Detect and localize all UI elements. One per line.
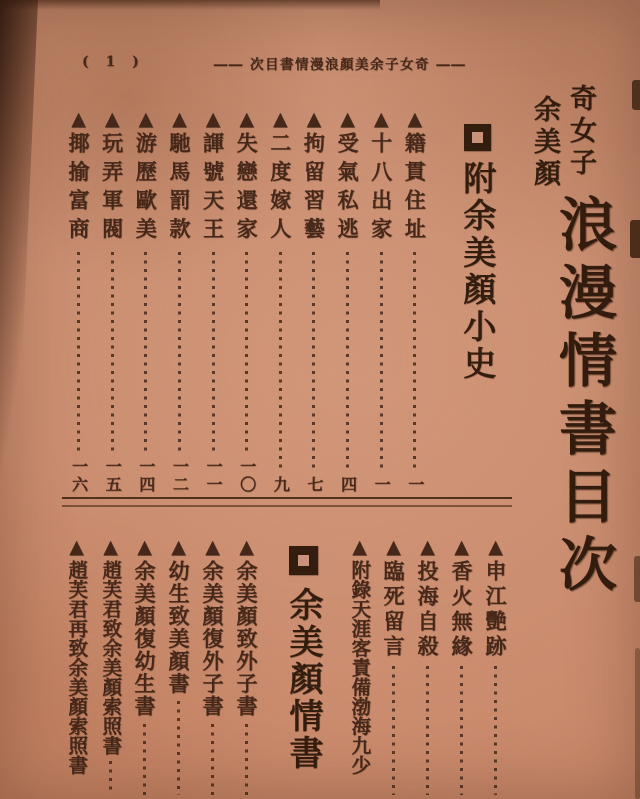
dotted-leader bbox=[109, 761, 112, 795]
dotted-leader bbox=[178, 252, 181, 454]
toc-entry bbox=[297, 110, 330, 494]
triangle-bullet-icon: ▲ bbox=[137, 538, 152, 558]
dotted-leader bbox=[380, 252, 383, 472]
entry-title: 投海自殺 bbox=[415, 560, 440, 660]
section-header-title: 余美顏情書 bbox=[283, 587, 323, 772]
entry-title: 二度嫁人 bbox=[267, 132, 293, 246]
section-header-biography bbox=[446, 110, 510, 494]
dotted-leader bbox=[413, 252, 416, 472]
triangle-bullet-icon: ▲ bbox=[172, 108, 187, 130]
edge-mark bbox=[632, 80, 640, 110]
entry-title: 余美顏復幼生書 bbox=[132, 560, 157, 718]
triangle-bullet-icon: ▲ bbox=[407, 108, 423, 130]
toc-entry bbox=[365, 110, 398, 494]
triangle-bullet-icon: ▲ bbox=[171, 538, 186, 558]
section-header-letters bbox=[270, 538, 336, 799]
title-tagline-left: 余美顏 bbox=[529, 95, 560, 191]
top-edge-shadow bbox=[0, 0, 380, 10]
toc-entry bbox=[94, 538, 127, 799]
toc-entry bbox=[331, 110, 364, 494]
entry-title: 余美顏復外子書 bbox=[200, 560, 225, 718]
entry-title: 籍貫住址 bbox=[402, 132, 428, 246]
edge-mark bbox=[634, 556, 640, 602]
entry-title: 申江艷跡 bbox=[483, 560, 508, 660]
triangle-bullet-icon: ▲ bbox=[205, 538, 220, 558]
triangle-bullet-icon: ▲ bbox=[420, 538, 435, 558]
section-divider bbox=[62, 497, 512, 507]
dotted-leader bbox=[279, 252, 282, 472]
triangle-bullet-icon: ▲ bbox=[272, 108, 288, 130]
page-number: ( 1 ) bbox=[82, 54, 145, 70]
dotted-leader bbox=[143, 724, 146, 796]
dotted-leader bbox=[245, 252, 248, 454]
entry-title: 余美顏致外子書 bbox=[234, 560, 259, 718]
entry-page-number: 七 bbox=[304, 476, 324, 494]
entry-title: 趙芙君致余美顏索照書 bbox=[99, 560, 123, 755]
toc-entry bbox=[398, 110, 431, 494]
triangle-bullet-icon: ▲ bbox=[340, 108, 355, 130]
toc-section-biography bbox=[62, 110, 510, 494]
dotted-leader bbox=[212, 252, 215, 454]
triangle-bullet-icon: ▲ bbox=[373, 108, 389, 130]
square-bullet-icon bbox=[289, 546, 318, 575]
toc-entry bbox=[196, 538, 229, 799]
entry-title: 諢號天王 bbox=[200, 132, 226, 246]
entry-page-number: 一一 bbox=[204, 458, 223, 494]
toc-entry bbox=[264, 110, 297, 494]
edge-mark bbox=[635, 648, 640, 799]
entry-title: 拘留習藝 bbox=[301, 132, 327, 246]
dotted-leader bbox=[494, 666, 497, 795]
toc-entry bbox=[128, 538, 161, 799]
entry-title: 十八出家 bbox=[368, 132, 394, 246]
dotted-leader bbox=[144, 252, 147, 454]
dotted-leader bbox=[426, 666, 429, 795]
entry-page-number: 一〇 bbox=[237, 458, 257, 494]
toc-entry bbox=[445, 538, 478, 799]
dotted-leader bbox=[245, 724, 248, 796]
toc-entry bbox=[163, 110, 196, 494]
entry-page-number: 一五 bbox=[103, 458, 123, 494]
section-header-title: 附余美顏小史 bbox=[458, 161, 498, 383]
toc-entry bbox=[230, 538, 263, 799]
dotted-leader bbox=[460, 666, 463, 795]
toc-section-letters bbox=[60, 538, 512, 799]
entry-page-number: 一二 bbox=[170, 458, 190, 494]
triangle-bullet-icon: ▲ bbox=[306, 108, 322, 130]
edge-mark bbox=[630, 220, 640, 258]
triangle-bullet-icon: ▲ bbox=[239, 108, 254, 130]
triangle-bullet-icon: ▲ bbox=[205, 108, 221, 130]
entry-title: 臨死留言 bbox=[381, 560, 406, 660]
page-title: 浪漫情書目次 bbox=[549, 194, 617, 602]
dotted-leader bbox=[111, 252, 114, 454]
entry-title: 受氣私逃 bbox=[335, 132, 360, 246]
entry-page-number: 九 bbox=[271, 476, 291, 494]
triangle-bullet-icon: ▲ bbox=[239, 538, 254, 558]
dotted-leader bbox=[77, 252, 80, 454]
toc-entry bbox=[343, 538, 376, 799]
triangle-bullet-icon: ▲ bbox=[352, 538, 367, 558]
toc-entry bbox=[230, 110, 263, 494]
entry-page-number: 四 bbox=[338, 476, 358, 494]
entry-title: 幼生致美顏書 bbox=[166, 560, 191, 695]
entry-title: 馳馬罰款 bbox=[166, 132, 192, 246]
dotted-leader bbox=[177, 701, 180, 795]
triangle-bullet-icon: ▲ bbox=[69, 538, 84, 558]
dotted-leader bbox=[211, 724, 214, 796]
toc-entry bbox=[411, 538, 444, 799]
triangle-bullet-icon: ▲ bbox=[104, 108, 120, 130]
dotted-leader bbox=[346, 252, 349, 472]
entry-title: 玩弄軍閥 bbox=[99, 132, 125, 246]
dotted-leader bbox=[392, 666, 395, 795]
toc-entry bbox=[377, 538, 410, 799]
triangle-bullet-icon: ▲ bbox=[138, 108, 154, 130]
triangle-bullet-icon: ▲ bbox=[488, 538, 503, 558]
triangle-bullet-icon: ▲ bbox=[454, 538, 469, 558]
entry-title: 附錄天涯客責備渤海九少 bbox=[348, 560, 372, 775]
entry-page-number: 一六 bbox=[69, 458, 89, 494]
dotted-leader bbox=[312, 252, 315, 472]
toc-entry bbox=[479, 538, 512, 799]
triangle-bullet-icon: ▲ bbox=[386, 538, 401, 558]
triangle-bullet-icon: ▲ bbox=[103, 538, 118, 558]
entry-page-number: 一 bbox=[405, 476, 425, 494]
running-header: ―― 次目書情漫浪顏美余子女奇 ―― bbox=[213, 57, 467, 73]
entry-title: 香火無緣 bbox=[449, 560, 474, 660]
entry-title: 趙芙君再致余美顏索照書 bbox=[65, 560, 89, 775]
toc-entry bbox=[162, 538, 195, 799]
entry-page-number: 一 bbox=[372, 476, 392, 494]
toc-entry bbox=[96, 110, 129, 494]
entry-title: 游歷歐美 bbox=[133, 132, 159, 246]
book-spine-shadow bbox=[0, 0, 38, 540]
entry-title: 揶揄富商 bbox=[66, 132, 91, 246]
toc-entry bbox=[197, 110, 230, 494]
entry-title: 失戀還家 bbox=[234, 132, 260, 246]
toc-entry bbox=[62, 110, 95, 494]
square-bullet-icon bbox=[464, 124, 491, 151]
toc-entry bbox=[129, 110, 162, 494]
entry-page-number: 一四 bbox=[136, 458, 156, 494]
triangle-bullet-icon: ▲ bbox=[71, 108, 86, 130]
toc-entry bbox=[60, 538, 93, 799]
title-tagline-right: 奇女子 bbox=[565, 84, 596, 180]
